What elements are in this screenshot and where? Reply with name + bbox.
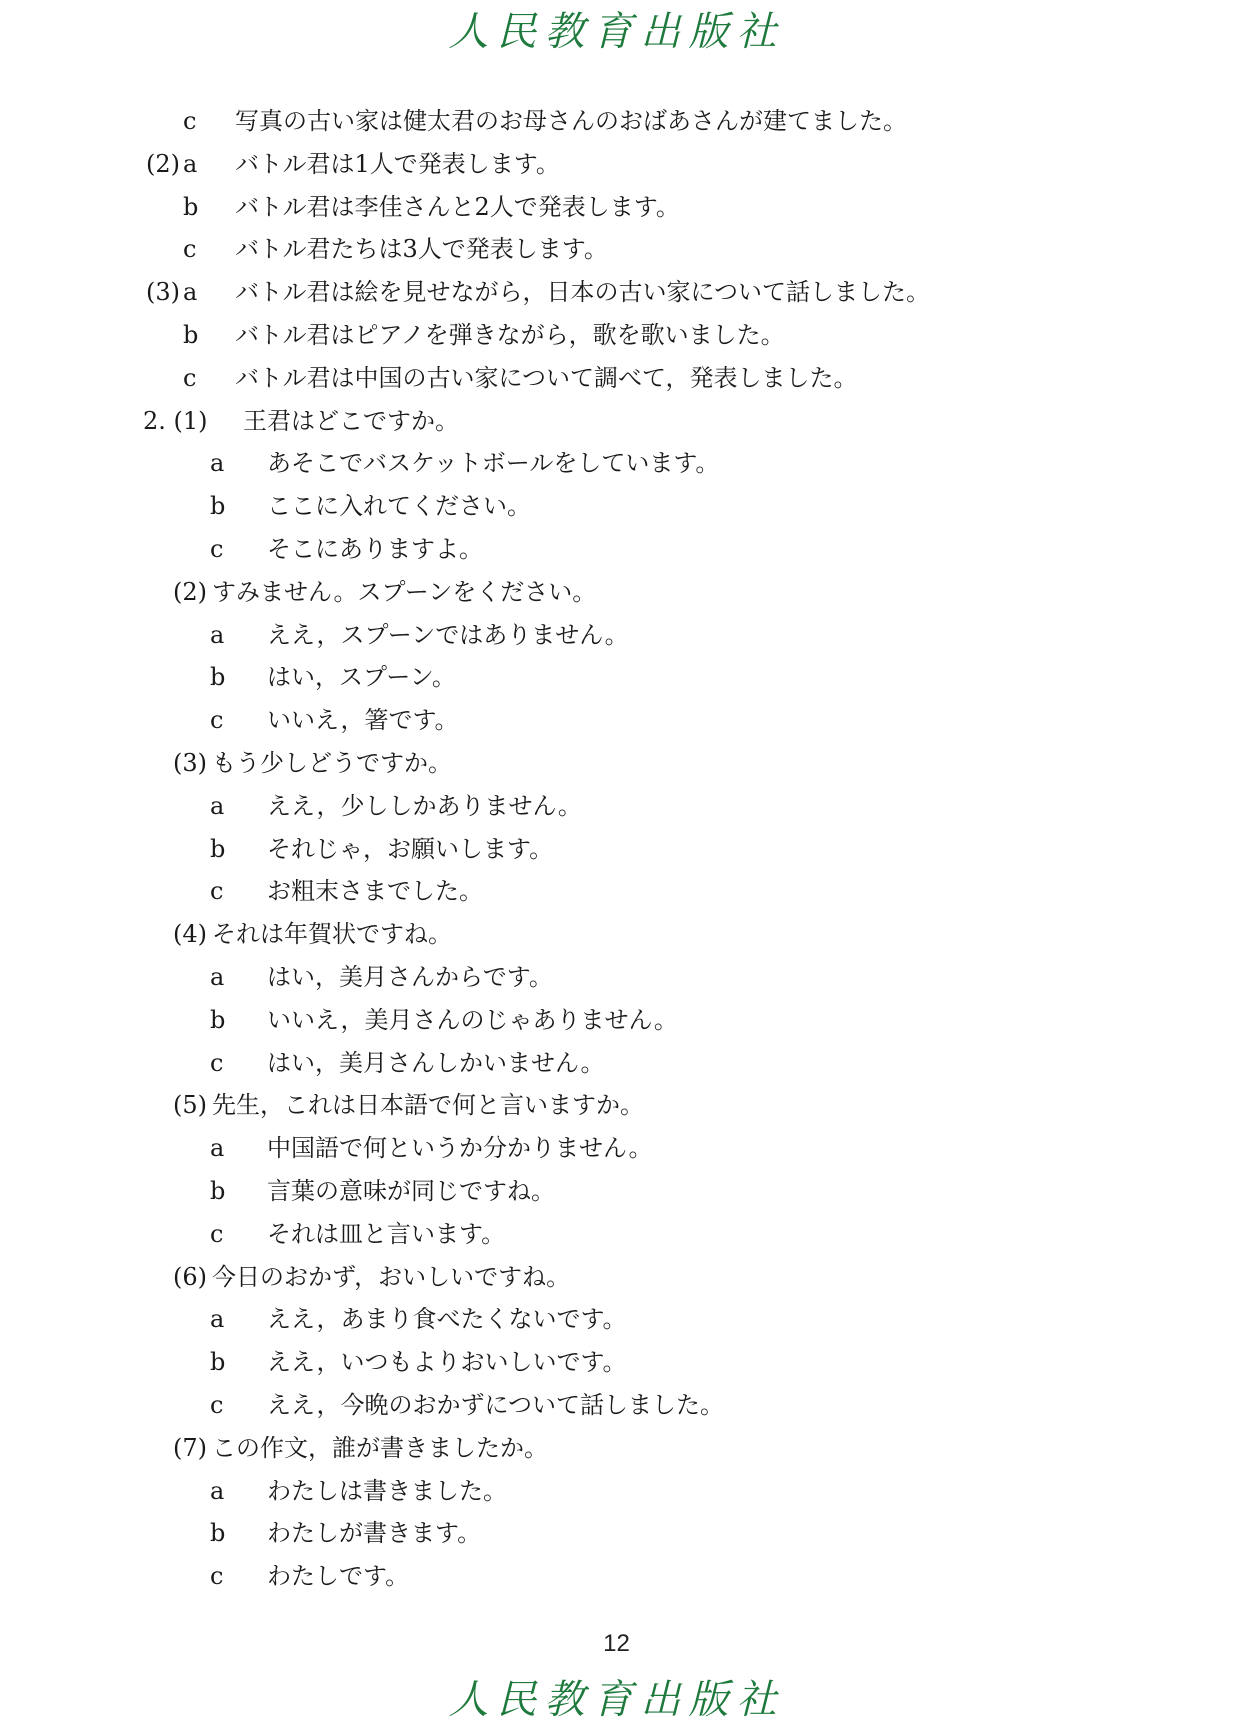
option-letter: a [210, 1476, 225, 1505]
option-letter: b [210, 1005, 226, 1034]
text-line [0, 999, 1233, 1042]
option-text: 中国語で何というか分かりません。 [267, 1134, 653, 1163]
option-text: バトル君たちは3人で発表します。 [235, 235, 608, 264]
question-text: 今日のおかず，おいしいですね。 [212, 1262, 571, 1291]
text-line [0, 143, 1233, 186]
item-number: (2) [173, 577, 207, 606]
option-letter: b [183, 321, 199, 349]
option-letter: a [210, 791, 225, 820]
option-letter: c [210, 1219, 224, 1248]
text-line [0, 100, 1233, 143]
question-text: すみません。スプーンをください。 [212, 577, 597, 606]
option-text: ええ，少ししかありません。 [267, 791, 582, 820]
option-text: ここに入れてください。 [267, 492, 531, 521]
option-letter: c [210, 1562, 224, 1591]
text-line [0, 656, 1233, 699]
option-letter: a [210, 620, 225, 649]
option-letter: a [210, 1134, 225, 1163]
text-line [0, 1127, 1233, 1170]
item-number: (3) [146, 278, 180, 307]
option-letter: b [183, 192, 199, 221]
item-number: 2. (1) [143, 406, 208, 435]
text-line [0, 1555, 1233, 1598]
option-letter: b [210, 663, 226, 692]
text-line [0, 828, 1233, 871]
text-line [0, 186, 1233, 229]
option-text: ええ，いつもよりおいしいです。 [267, 1348, 627, 1377]
option-letter: a [210, 449, 225, 478]
text-line [0, 699, 1233, 742]
option-letter: a [210, 963, 225, 991]
item-number: (3) [173, 749, 207, 777]
option-letter: c [210, 535, 224, 563]
text-line [0, 785, 1233, 828]
option-text: 言葉の意味が同じですね。 [267, 1177, 555, 1205]
text-line [0, 485, 1233, 528]
text-line [0, 271, 1233, 314]
text-line [0, 1084, 1233, 1127]
text-line [0, 571, 1233, 614]
option-text: それは皿と言います。 [267, 1219, 506, 1248]
text-line [0, 614, 1233, 657]
question-text: それは年賀状ですね。 [212, 920, 452, 949]
option-text: はい，スプーン。 [267, 663, 456, 692]
option-text: いいえ，箸です。 [267, 706, 459, 735]
question-text: 先生，これは日本語で何と言いますか。 [212, 1091, 644, 1120]
option-letter: c [210, 706, 224, 735]
text-line [0, 442, 1233, 485]
option-text: ええ，今晩のおかずについて話しました。 [267, 1391, 724, 1419]
option-text: わたしは書きました。 [267, 1476, 507, 1505]
question-text: この作文，誰が書きましたか。 [212, 1433, 548, 1462]
option-text: バトル君はピアノを弾きながら，歌を歌いました。 [235, 321, 785, 349]
item-number: (5) [173, 1091, 207, 1120]
option-text: お粗末さまでした。 [267, 877, 483, 906]
text-line [0, 314, 1233, 357]
text-line [0, 1427, 1233, 1470]
item-number: (2) [146, 149, 180, 178]
option-text: それじゃ，お願いします。 [267, 834, 554, 863]
option-text: あそこでバスケットボールをしています。 [267, 449, 720, 478]
text-line [0, 1384, 1233, 1427]
option-letter: b [210, 834, 226, 863]
option-text: バトル君は李佳さんと2人で発表します。 [235, 192, 680, 221]
option-letter: c [210, 1391, 224, 1419]
page-number: 12 [603, 1630, 630, 1657]
text-line [0, 1512, 1233, 1555]
option-letter: a [183, 278, 198, 307]
text-line [0, 913, 1233, 956]
text-line [0, 228, 1233, 271]
option-text: はい，美月さんからです。 [267, 963, 553, 991]
option-text: バトル君は絵を見せながら，日本の古い家について話しました。 [235, 278, 931, 307]
text-line [0, 357, 1233, 400]
text-line [0, 528, 1233, 571]
option-text: そこにありますよ。 [267, 535, 483, 563]
publisher-logo-bottom: 人民教育出版社 [448, 1677, 785, 1723]
option-letter: c [183, 107, 197, 135]
option-letter: a [210, 1305, 225, 1334]
text-line [0, 1256, 1233, 1299]
option-text: バトル君は中国の古い家について調べて，発表しました。 [235, 363, 858, 392]
text-line [0, 1341, 1233, 1384]
option-text: いいえ，美月さんのじゃありません。 [267, 1005, 678, 1034]
option-letter: c [183, 235, 197, 264]
option-letter: c [183, 363, 197, 392]
text-line [0, 1213, 1233, 1256]
option-letter: b [210, 1348, 226, 1377]
option-letter: b [210, 492, 226, 521]
option-text: ええ，あまり食べたくないです。 [267, 1305, 627, 1334]
option-text: はい，美月さんしかいません。 [267, 1048, 605, 1077]
text-line [0, 742, 1233, 785]
option-text: ええ，スプーンではありません。 [267, 620, 629, 649]
item-number: (4) [173, 920, 207, 949]
publisher-logo-top: 人民教育出版社 [448, 9, 785, 55]
text-line [0, 1470, 1233, 1513]
item-number: (6) [173, 1262, 207, 1291]
option-letter: c [210, 877, 224, 906]
text-line [0, 870, 1233, 913]
option-text: 写真の古い家は健太君のお母さんのおばあさんが建てました。 [235, 107, 907, 135]
option-letter: a [183, 149, 198, 178]
option-letter: c [210, 1048, 224, 1077]
option-text: わたしが書きます。 [267, 1519, 482, 1548]
text-line [0, 1042, 1233, 1085]
question-text: 王君はどこですか。 [243, 406, 459, 435]
question-text: もう少しどうですか。 [212, 749, 452, 777]
item-number: (7) [173, 1433, 207, 1462]
option-letter: b [210, 1519, 226, 1548]
text-line [0, 1170, 1233, 1213]
option-text: わたしです。 [267, 1562, 410, 1591]
option-text: バトル君は1人で発表します。 [235, 149, 560, 178]
text-line [0, 956, 1233, 999]
text-line [0, 400, 1233, 443]
option-letter: b [210, 1177, 226, 1205]
text-line [0, 1298, 1233, 1341]
